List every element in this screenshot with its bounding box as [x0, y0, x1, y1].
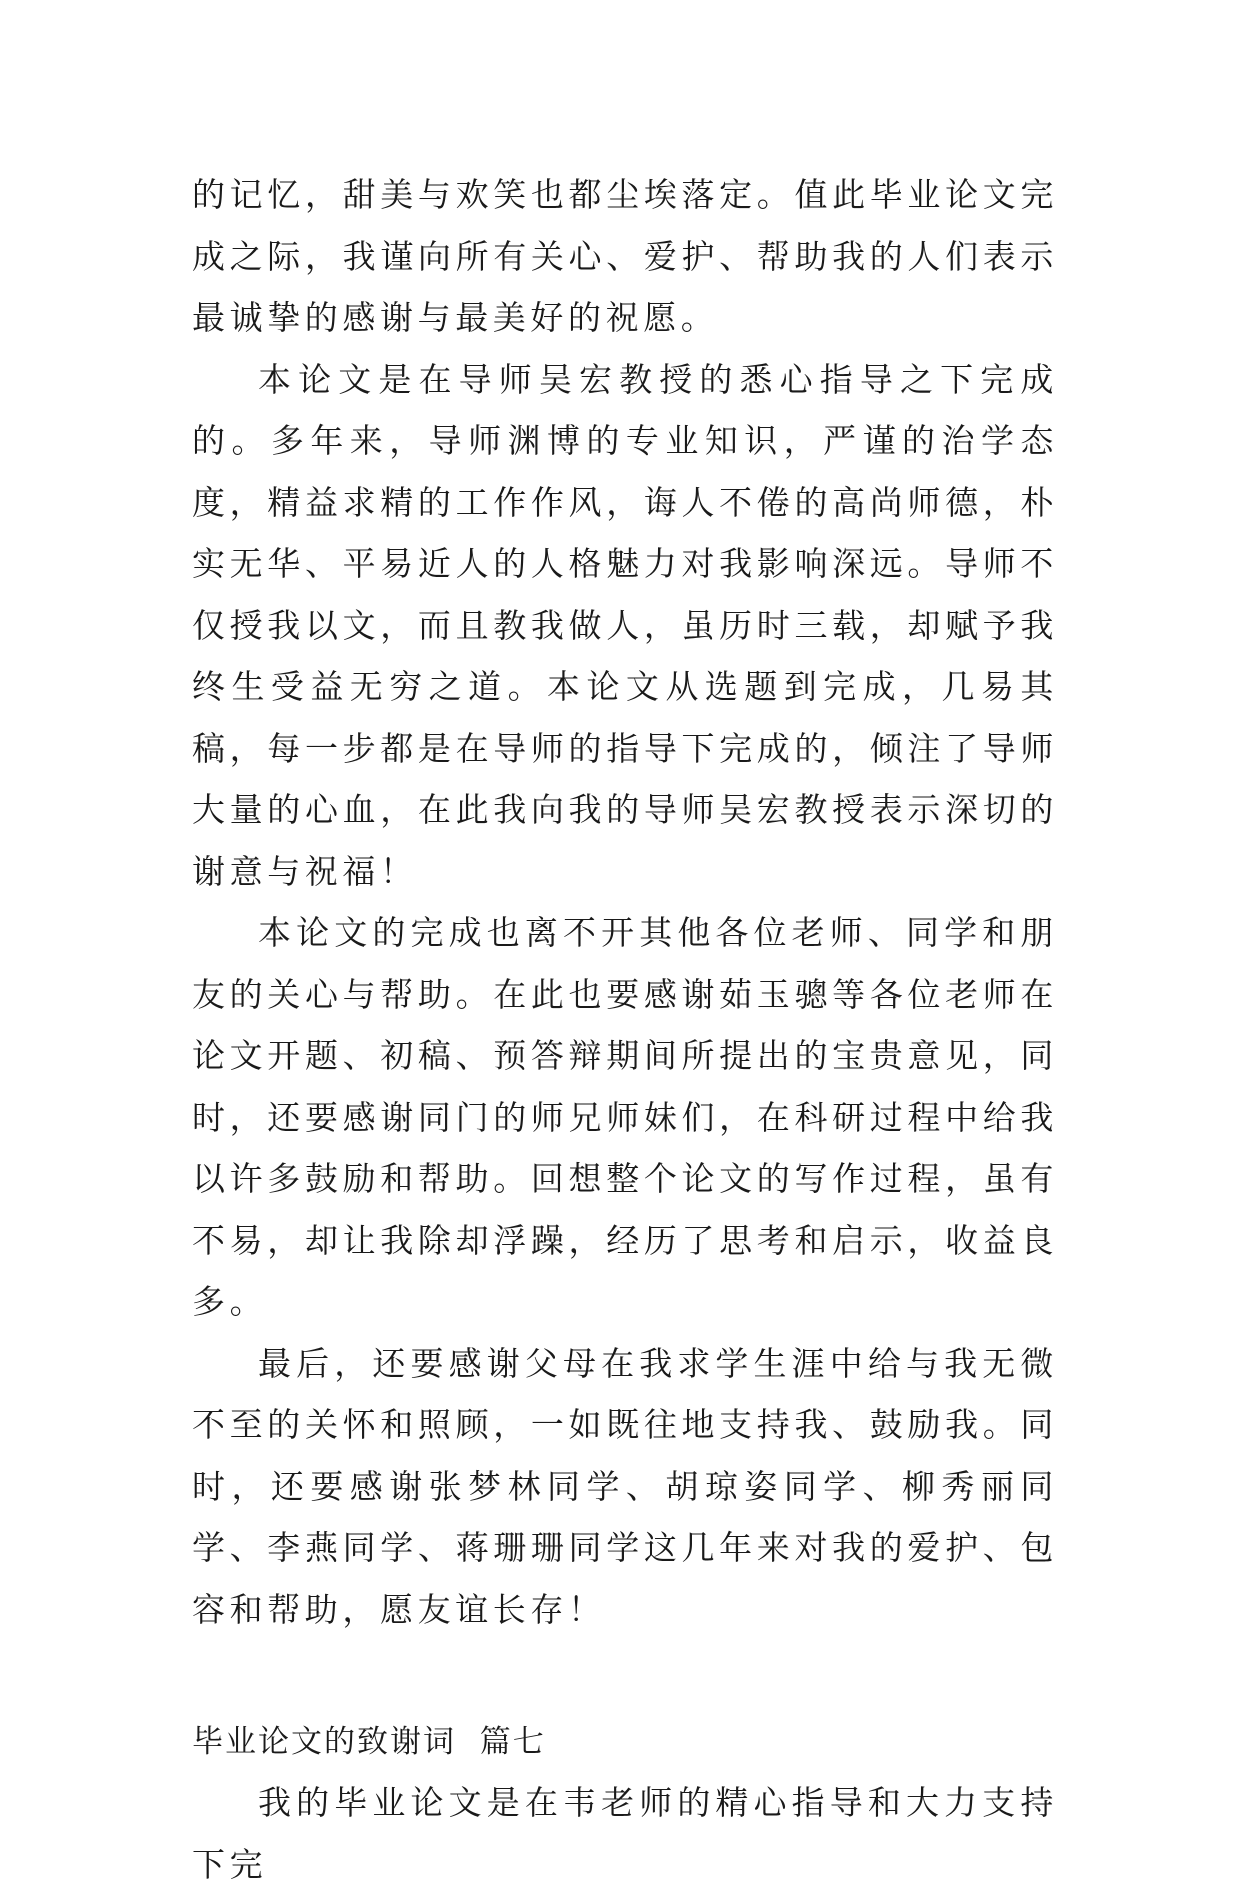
paragraph-advisor-thanks: 本论文是在导师吴宏教授的悉心指导之下完成的。多年来，导师渊博的专业知识，严谨的治学态度，精益求精的工作作风，诲人不倦的高尚师德，朴实无华、平易近人的人格魅力对我影响深远。导师不仅授我以文，而且教我做人，虽历时三载，却赋予我终生受益无穷之道。本论文从选题到完成，几易其稿，每一步都是在导师的指导下完成的，倾注了导师大量的心血，在此我向我的导师吴宏教授表示深切的谢意与祝福！ — [192, 359, 1058, 891]
paragraph-teachers-thanks: 本论文的完成也离不开其他各位老师、同学和朋友的关心与帮助。在此也要感谢茹玉骢等各位老师在论文开题、初稿、预答辩期间所提出的宝贵意见，同时，还要感谢同门的师兄师妹们，在科研过程中给我以许多鼓励和帮助。回想整个论文的写作过程，虽有不易，却让我除却浮躁，经历了思考和启示，收益良多。 — [192, 913, 1058, 1321]
paragraph-continued: 的记忆，甜美与欢笑也都尘埃落定。值此毕业论文完成之际，我谨向所有关心、爱护、帮助我的人们表示最诚挚的感谢与最美好的祝愿。 — [192, 175, 1058, 337]
section-heading: 毕业论文的致谢词 篇七 — [192, 1724, 546, 1760]
document-page — [192, 164, 1058, 1895]
paragraph-section-start: 我的毕业论文是在韦老师的精心指导和大力支持下完 — [192, 1783, 1058, 1884]
paragraph-family-thanks: 最后，还要感谢父母在我求学生涯中给与我无微不至的关怀和照顾，一如既往地支持我、鼓励我。同时，还要感谢张梦林同学、胡琼姿同学、柳秀丽同学、李燕同学、蒋珊珊同学这几年来对我的爱护、包容和帮助，愿友谊长存！ — [192, 1343, 1058, 1629]
